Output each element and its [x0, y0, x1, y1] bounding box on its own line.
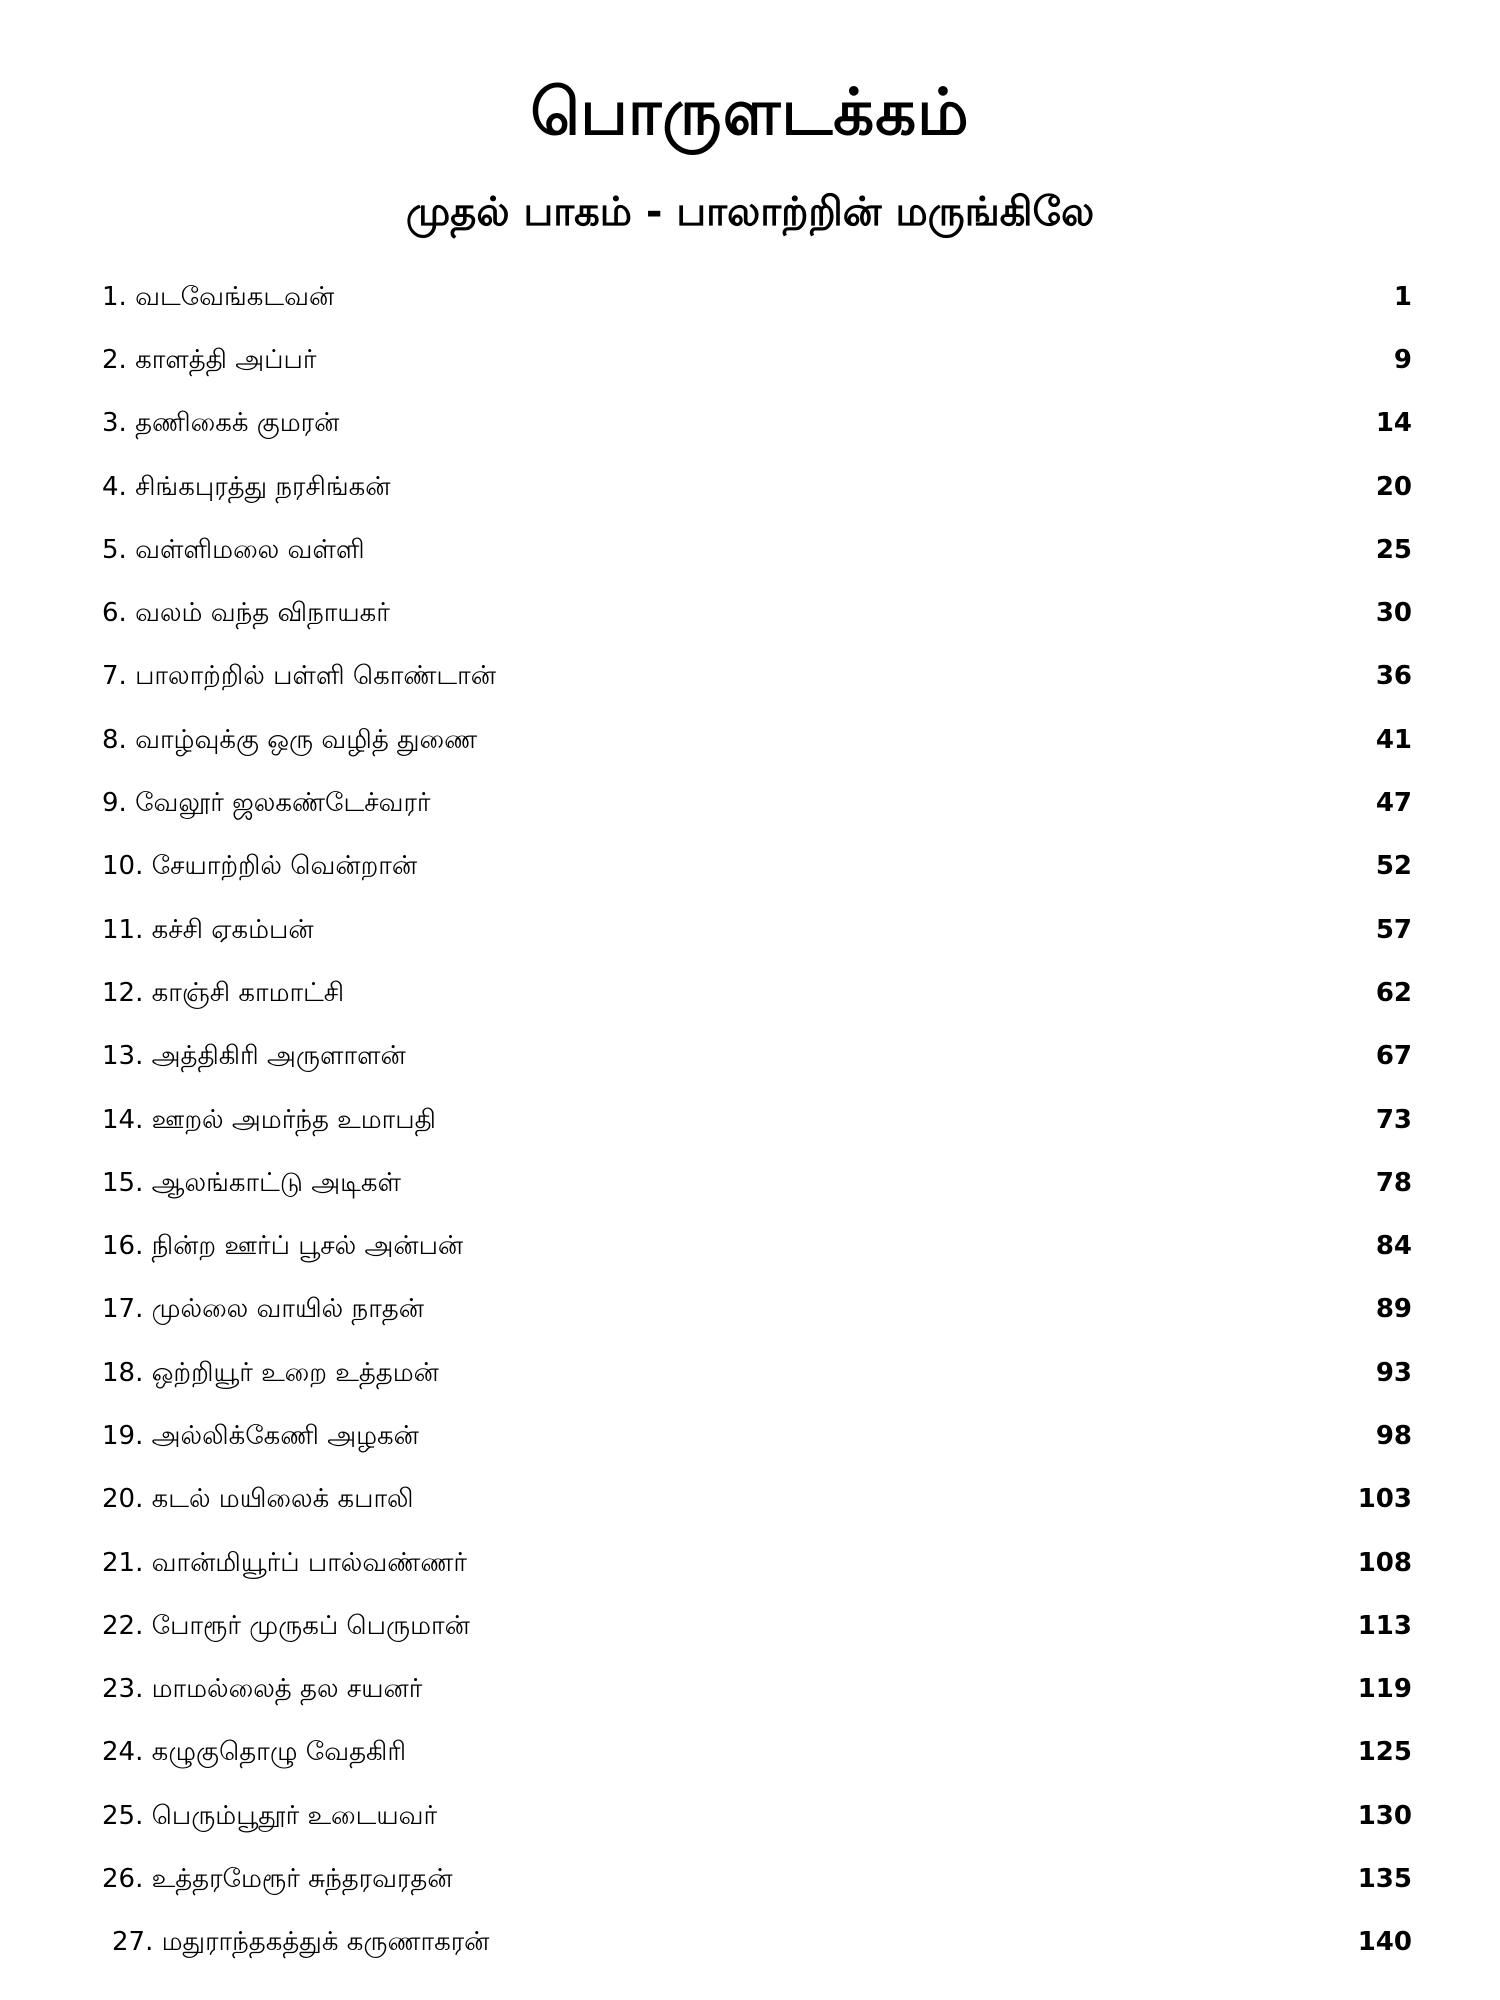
- toc-entry-page-number: 73: [1375, 1104, 1412, 1135]
- toc-entry-page-number: 25: [1375, 534, 1412, 565]
- toc-entry-title: 14. ஊறல் அமர்ந்த உமாபதி: [102, 1104, 436, 1135]
- toc-entry: [102, 328, 1412, 391]
- toc-entry-page-number: 84: [1375, 1231, 1412, 1262]
- toc-entry-title: 20. கடல் மயிலைக் கபாலி: [102, 1484, 414, 1515]
- toc-entry: [102, 455, 1412, 518]
- toc-entry: [102, 1784, 1412, 1847]
- toc-entry-title: 2. காளத்தி அப்பர்: [102, 344, 317, 375]
- toc-entry-title: 22. போரூர் முருகப் பெருமான்: [102, 1610, 470, 1641]
- toc-entry-title: 8. வாழ்வுக்கு ஒரு வழித் துணை: [102, 724, 478, 755]
- toc-entry: [102, 1658, 1412, 1721]
- toc-entry-page-number: 57: [1375, 914, 1412, 945]
- toc-entry-title: 3. தணிகைக் குமரன்: [102, 408, 340, 439]
- toc-entry: [102, 392, 1412, 455]
- toc-entry-title: 7. பாலாற்றில் பள்ளி கொண்டான்: [102, 661, 496, 692]
- toc-list: [102, 265, 1412, 1974]
- toc-entry-page-number: 67: [1375, 1041, 1412, 1072]
- toc-entry-page-number: 98: [1375, 1420, 1412, 1451]
- toc-entry-title: 26. உத்தரமேரூர் சுந்தரவரதன்: [102, 1864, 453, 1895]
- toc-entry-page-number: 113: [1357, 1610, 1412, 1641]
- toc-entry-title: 27. மதுராந்தகத்துக் கருணாகரன்: [112, 1927, 490, 1958]
- toc-entry-title: 16. நின்ற ஊர்ப் பூசல் அன்பன்: [102, 1231, 464, 1262]
- toc-entry-title: 12. காஞ்சி காமாட்சி: [102, 977, 345, 1008]
- toc-entry: [102, 1151, 1412, 1214]
- toc-entry: [102, 518, 1412, 581]
- toc-entry-page-number: 36: [1375, 661, 1412, 692]
- toc-entry: [102, 835, 1412, 898]
- toc-entry: [102, 1341, 1412, 1404]
- toc-entry: [102, 581, 1412, 644]
- toc-entry: [102, 1088, 1412, 1151]
- toc-entry-title: 19. அல்லிக்கேணி அழகன்: [102, 1420, 419, 1451]
- toc-entry: [102, 1278, 1412, 1341]
- toc-entry: [102, 1531, 1412, 1594]
- toc-entry-title: 5. வள்ளிமலை வள்ளி: [102, 534, 365, 565]
- toc-entry-page-number: 14: [1375, 408, 1412, 439]
- part-heading: முதல் பாகம் - பாலாற்றின் மருங்கிலே: [405, 189, 1095, 235]
- toc-entry-title: 4. சிங்கபுரத்து நரசிங்கன்: [102, 471, 391, 502]
- toc-entry: [102, 708, 1412, 771]
- toc-entry-title: 25. பெரும்பூதூர் உடையவர்: [102, 1800, 438, 1831]
- toc-entry: [102, 1911, 1412, 1974]
- toc-entry-title: 17. முல்லை வாயில் நாதன்: [102, 1294, 424, 1325]
- toc-entry: [102, 1214, 1412, 1277]
- toc-entry: [102, 1721, 1412, 1784]
- toc-entry-title: 21. வான்மியூர்ப் பால்வண்ணர்: [102, 1547, 468, 1578]
- toc-entry: [102, 961, 1412, 1024]
- toc-entry-title: 13. அத்திகிரி அருளாளன்: [102, 1041, 406, 1072]
- toc-entry: [102, 645, 1412, 708]
- toc-entry-title: 1. வடவேங்கடவன்: [102, 281, 335, 312]
- toc-entry: [102, 771, 1412, 834]
- toc-entry: [102, 1594, 1412, 1657]
- toc-entry-page-number: 78: [1375, 1167, 1412, 1198]
- toc-entry-page-number: 130: [1357, 1800, 1412, 1831]
- toc-entry-title: 10. சேயாற்றில் வென்றான்: [102, 851, 418, 882]
- toc-entry-page-number: 47: [1375, 788, 1412, 819]
- toc-entry-page-number: 20: [1375, 471, 1412, 502]
- toc-entry-page-number: 41: [1375, 724, 1412, 755]
- toc-entry-page-number: 93: [1375, 1357, 1412, 1388]
- toc-entry-page-number: 108: [1357, 1547, 1412, 1578]
- toc-entry-title: 6. வலம் வந்த விநாயகர்: [102, 598, 390, 629]
- toc-entry-page-number: 140: [1357, 1927, 1412, 1958]
- page-title: பொருளடக்கம்: [530, 76, 970, 150]
- toc-entry-page-number: 62: [1375, 977, 1412, 1008]
- toc-entry-title: 23. மாமல்லைத் தல சயனர்: [102, 1674, 423, 1705]
- toc-entry-page-number: 89: [1375, 1294, 1412, 1325]
- toc-entry-page-number: 52: [1375, 851, 1412, 882]
- toc-entry-title: 18. ஒற்றியூர் உறை உத்தமன்: [102, 1357, 439, 1388]
- toc-entry: [102, 1847, 1412, 1910]
- toc-entry-page-number: 103: [1357, 1484, 1412, 1515]
- toc-entry-title: 9. வேலூர் ஜலகண்டேச்வரர்: [102, 788, 431, 819]
- toc-entry: [102, 265, 1412, 328]
- toc-entry-page-number: 119: [1357, 1674, 1412, 1705]
- toc-entry: [102, 1025, 1412, 1088]
- toc-entry-title: 24. கழுகுதொழு வேதகிரி: [102, 1737, 407, 1768]
- toc-entry-title: 11. கச்சி ஏகம்பன்: [102, 914, 314, 945]
- toc-entry: [102, 1404, 1412, 1467]
- toc-entry-page-number: 30: [1375, 598, 1412, 629]
- toc-entry-page-number: 9: [1393, 344, 1412, 375]
- toc-entry-page-number: 125: [1357, 1737, 1412, 1768]
- toc-entry-page-number: 135: [1357, 1864, 1412, 1895]
- toc-entry: [102, 898, 1412, 961]
- toc-entry-title: 15. ஆலங்காட்டு அடிகள்: [102, 1167, 401, 1198]
- toc-entry-page-number: 1: [1393, 281, 1412, 312]
- toc-entry: [102, 1468, 1412, 1531]
